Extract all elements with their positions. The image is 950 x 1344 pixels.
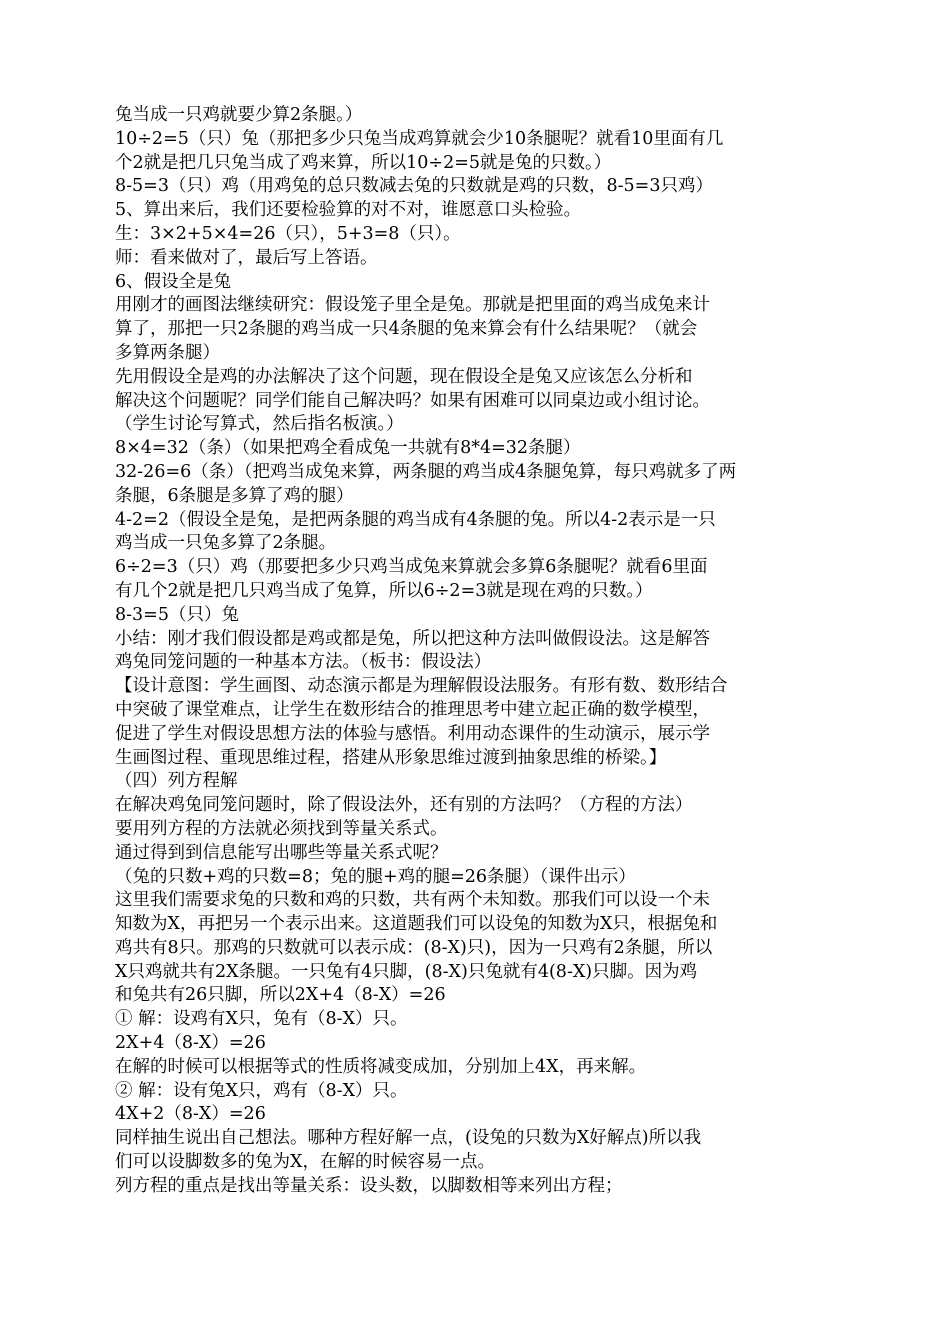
- text-line: 有几个2就是把几只鸡当成了兔算，所以6÷2=3就是现在鸡的只数。）: [115, 580, 653, 601]
- text-line: 知数为X，再把另一个表示出来。这道题我们可以设兔的知数为X只，根据兔和: [115, 914, 718, 935]
- text-line: 4-2=2（假设全是兔，是把两条腿的鸡当成有4条腿的兔。所以4-2表示是一只: [115, 509, 716, 530]
- text-line: 6÷2=3（只）鸡（那要把多少只鸡当成兔来算就会多算6条腿呢？就看6里面: [115, 557, 708, 578]
- text-line: 用刚才的画图法继续研究：假设笼子里全是兔。那就是把里面的鸡当成兔来计: [115, 295, 710, 316]
- section-heading: 6、假设全是兔: [115, 271, 232, 292]
- design-intent-line: 生画图过程、重现思维过程，搭建从形象思维过渡到抽象思维的桥梁。】: [115, 747, 667, 768]
- solution-step: ② 解：设有兔X只，鸡有（8-X）只。: [115, 1080, 408, 1101]
- equation-line: 和兔共有26只脚，所以2X+4（8-X）=26: [115, 985, 446, 1006]
- text-line: 10÷2=5（只）兔（那把多少只兔当成鸡算就会少10条腿呢？就看10里面有几: [115, 128, 724, 149]
- text-line: 生：3×2+5×4=26（只），5+3=8（只）。: [115, 223, 461, 244]
- text-line: 8-3=5（只）兔: [115, 604, 239, 625]
- text-line: 们可以设脚数多的兔为X，在解的时候容易一点。: [115, 1152, 495, 1173]
- text-line: 鸡当成一只兔多算了2条腿。: [115, 533, 337, 554]
- text-line: 小结：刚才我们假设都是鸡或都是兔，所以把这种方法叫做假设法。这是解答: [115, 628, 710, 649]
- text-line: 通过得到到信息能写出哪些等量关系式呢？: [115, 842, 448, 863]
- text-line: 鸡共有8只。那鸡的只数就可以表示成：(8-X)只)，因为一只鸡有2条腿，所以: [115, 937, 713, 958]
- text-line: X只鸡就共有2X条腿。一只兔有4只脚，(8-X)只兔就有4(8-X)只脚。因为鸡: [115, 961, 698, 982]
- text-line: 师：看来做对了，最后写上答语。: [115, 247, 378, 268]
- design-intent-line: 【设计意图：学生画图、动态演示都是为理解假设法服务。有形有数、数形结合: [115, 676, 728, 697]
- section-heading: （四）列方程解: [115, 771, 238, 792]
- text-line: 同样抽生说出自己想法。哪种方程好解一点，(设兔的只数为X好解点)所以我: [115, 1128, 702, 1149]
- text-line: 在解决鸡兔同笼问题时，除了假设法外，还有别的方法吗？（方程的方法）: [115, 795, 693, 816]
- text-line: 8×4=32（条）（如果把鸡全看成兔一共就有8*4=32条腿）: [115, 438, 581, 459]
- text-line: 这里我们需要求兔的只数和鸡的只数，共有两个未知数。那我们可以设一个未: [115, 890, 710, 911]
- text-line: 32-26=6（条）（把鸡当成兔来算，两条腿的鸡当成4条腿兔算，每只鸡就多了两: [115, 461, 737, 482]
- text-line: 先用假设全是鸡的办法解决了这个问题，现在假设全是兔又应该怎么分析和: [115, 366, 693, 387]
- text-line: 多算两条腿）: [115, 342, 220, 363]
- text-line: （兔的只数+鸡的只数=8；兔的腿+鸡的腿=26条腿）（课件出示）: [115, 866, 636, 887]
- design-intent-line: 促进了学生对假设思想方法的体验与感悟。利用动态课件的生动演示，展示学: [115, 723, 710, 744]
- text-line: 5、算出来后，我们还要检验算的对不对，谁愿意口头检验。: [115, 200, 582, 221]
- text-line: 兔当成一只鸡就要少算2条腿。）: [115, 105, 363, 125]
- equation-line: 4X+2（8-X）=26: [115, 1104, 266, 1125]
- text-line: 鸡兔同笼问题的一种基本方法。（板书：假设法）: [115, 652, 492, 673]
- text-line: 在解的时候可以根据等式的性质将减变成加，分别加上4X，再来解。: [115, 1056, 647, 1077]
- text-line: 8-5=3（只）鸡（用鸡兔的总只数减去兔的只数就是鸡的只数，8-5=3只鸡）: [115, 176, 713, 197]
- text-line: 个2就是把几只兔当成了鸡来算，所以10÷2=5就是兔的只数。）: [115, 152, 612, 173]
- text-line: 算了，那把一只2条腿的鸡当成一只4条腿的兔来算会有什么结果呢？（就会: [115, 319, 698, 340]
- document-page: [115, 104, 865, 1199]
- text-line: 条腿，6条腿是多算了鸡的腿）: [115, 485, 354, 506]
- equation-line: 2X+4（8-X）=26: [115, 1033, 266, 1054]
- design-intent-line: 中突破了课堂难点，让学生在数形结合的推理思考中建立起正确的数学模型，: [115, 699, 710, 720]
- text-line: 列方程的重点是找出等量关系：设头数，以脚数相等来列出方程；: [115, 1175, 623, 1196]
- text-line: 解决这个问题呢？同学们能自己解决吗？如果有困难可以同桌边或小组讨论。: [115, 390, 710, 411]
- text-line: （学生讨论写算式，然后指名板演。）: [115, 414, 404, 435]
- solution-step: ① 解：设鸡有X只，兔有（8-X）只。: [115, 1009, 408, 1030]
- text-line: 要用列方程的方法就必须找到等量关系式。: [115, 818, 448, 839]
